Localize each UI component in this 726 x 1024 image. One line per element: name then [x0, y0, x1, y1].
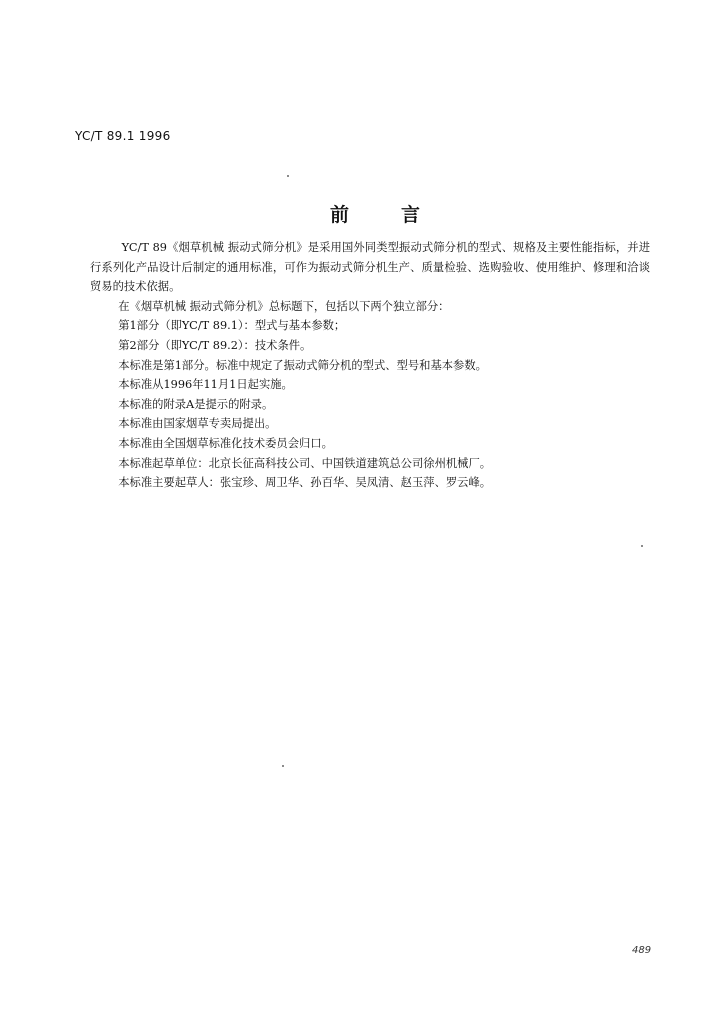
foreword-paragraph: 在《烟草机械 振动式筛分机》总标题下，包括以下两个独立部分：	[118, 299, 450, 313]
foreword-paragraph: 本标准从1996年11月1日起实施。	[118, 378, 293, 392]
foreword-paragraph: 本标准的附录A是提示的附录。	[118, 397, 274, 411]
foreword-paragraph: 本标准由国家烟草专卖局提出。	[118, 417, 277, 431]
scan-speck	[287, 175, 289, 177]
foreword-paragraph: 本标准主要起草人：张宝珍、周卫华、孙百华、吴凤清、赵玉萍、罗云峰。	[118, 476, 492, 490]
scan-speck	[282, 765, 284, 767]
foreword-paragraph: 本标准起草单位：北京长征高科技公司、中国铁道建筑总公司徐州机械厂。	[118, 456, 492, 470]
foreword-paragraph: 本标准是第1部分。标准中规定了振动式筛分机的型式、型号和基本参数。	[118, 358, 487, 372]
foreword-paragraph: 本标准由全国烟草标准化技术委员会归口。	[118, 436, 333, 450]
foreword-paragraph: 第2部分（即YC/T 89.2）：技术条件。	[118, 338, 312, 352]
page-title: 前言	[330, 204, 473, 226]
foreword-body	[90, 238, 650, 493]
scan-speck	[641, 545, 643, 547]
standard-code-header: YC/T 89.1 1996	[75, 129, 171, 143]
page-number: 489	[632, 945, 652, 956]
foreword-paragraph: YC/T 89《烟草机械 振动式筛分机》是采用国外同类型振动式筛分机的型式、规格及主要性能指标，并进行系列化产品设计后制定的通用标准，可作为振动式筛分机生产、质量检验、选购验收、使用维护、修理和洽谈贸易的技术依据。	[90, 241, 650, 294]
foreword-paragraph: 第1部分（即YC/T 89.1）：型式与基本参数；	[118, 319, 346, 333]
